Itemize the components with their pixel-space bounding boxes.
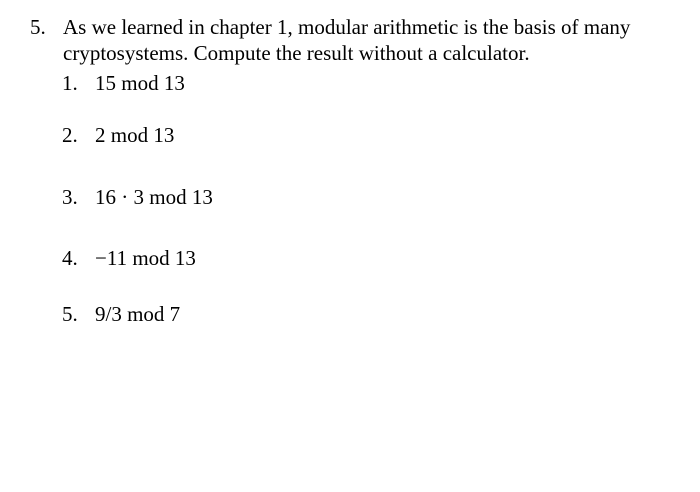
item-number: 1. (62, 71, 78, 95)
problem-text (63, 14, 695, 66)
list-item (62, 122, 174, 148)
item-expression: 9/3 mod 7 (95, 302, 181, 326)
problem-number: 5. (30, 15, 46, 39)
item-expression: 2 mod 13 (95, 123, 175, 147)
list-item (62, 301, 180, 327)
item-number: 3. (62, 185, 78, 209)
list-item (62, 184, 213, 210)
list-item (62, 245, 196, 271)
item-expression: 16 · 3 mod 13 (95, 185, 213, 209)
item-expression: 15 mod 13 (95, 71, 185, 95)
problem-text-line-1: As we learned in chapter 1, modular arithmetic is the basis of many (63, 15, 631, 39)
list-item (62, 70, 185, 96)
item-number: 4. (62, 246, 78, 270)
item-number: 2. (62, 123, 78, 147)
item-number: 5. (62, 302, 78, 326)
problem-text-line-2: cryptosystems. Compute the result without a calculator. (63, 41, 530, 65)
item-expression: −11 mod 13 (95, 246, 196, 270)
